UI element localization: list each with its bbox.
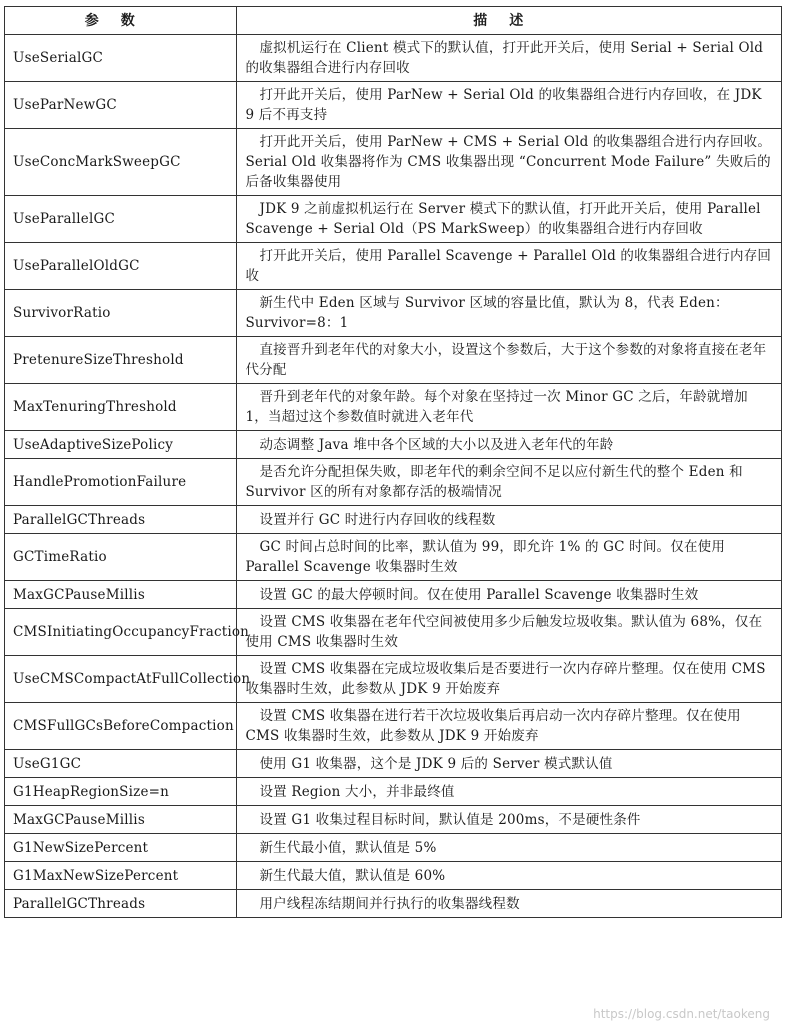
param-cell: UseG1GC (5, 750, 237, 778)
param-cell: SurvivorRatio (5, 290, 237, 337)
desc-cell: 动态调整 Java 堆中各个区域的大小以及进入老年代的年龄 (237, 431, 782, 459)
table-row (5, 581, 782, 609)
desc-cell: 新生代最大值，默认值是 60% (237, 862, 782, 890)
desc-cell: 设置 Region 大小，并非最终值 (237, 778, 782, 806)
table-row (5, 290, 782, 337)
header-param: 参数 (5, 7, 237, 35)
table-row (5, 337, 782, 384)
desc-cell: 设置 GC 的最大停顿时间。仅在使用 Parallel Scavenge 收集器时生效 (237, 581, 782, 609)
table-row (5, 534, 782, 581)
desc-cell: 用户线程冻结期间并行执行的收集器线程数 (237, 890, 782, 918)
desc-cell: 设置并行 GC 时进行内存回收的线程数 (237, 506, 782, 534)
param-cell: UseParallelOldGC (5, 243, 237, 290)
param-cell: CMSFullGCsBeforeCompaction (5, 703, 237, 750)
gc-parameters-table (4, 6, 782, 918)
table-row (5, 243, 782, 290)
table-row (5, 806, 782, 834)
param-cell: UseParallelGC (5, 196, 237, 243)
param-cell: GCTimeRatio (5, 534, 237, 581)
param-cell: UseParNewGC (5, 82, 237, 129)
desc-cell: 设置 G1 收集过程目标时间，默认值是 200ms，不是硬性条件 (237, 806, 782, 834)
param-cell: MaxGCPauseMillis (5, 581, 237, 609)
desc-cell: 虚拟机运行在 Client 模式下的默认值，打开此开关后，使用 Serial + Serial Old 的收集器组合进行内存回收 (237, 35, 782, 82)
desc-cell: 直接晋升到老年代的对象大小，设置这个参数后，大于这个参数的对象将直接在老年代分配 (237, 337, 782, 384)
desc-cell: JDK 9 之前虚拟机运行在 Server 模式下的默认值，打开此开关后，使用 Parallel Scavenge + Serial Old（PS MarkSweep）的收集器组合进行内存回收 (237, 196, 782, 243)
table-row (5, 196, 782, 243)
param-cell: CMSInitiatingOccupancyFraction (5, 609, 237, 656)
param-cell: PretenureSizeThreshold (5, 337, 237, 384)
desc-cell: 打开此开关后，使用 ParNew + Serial Old 的收集器组合进行内存回收，在 JDK 9 后不再支持 (237, 82, 782, 129)
table-row (5, 750, 782, 778)
param-cell: MaxTenuringThreshold (5, 384, 237, 431)
param-cell: G1MaxNewSizePercent (5, 862, 237, 890)
table-row (5, 703, 782, 750)
desc-cell: 设置 CMS 收集器在老年代空间被使用多少后触发垃圾收集。默认值为 68%，仅在使用 CMS 收集器时生效 (237, 609, 782, 656)
table-row (5, 384, 782, 431)
desc-cell: 新生代最小值，默认值是 5% (237, 834, 782, 862)
param-cell: UseConcMarkSweepGC (5, 129, 237, 196)
table-row (5, 459, 782, 506)
table-row (5, 506, 782, 534)
table-row (5, 82, 782, 129)
param-cell: UseAdaptiveSizePolicy (5, 431, 237, 459)
desc-cell: 打开此开关后，使用 Parallel Scavenge + Parallel Old 的收集器组合进行内存回收 (237, 243, 782, 290)
desc-cell: 新生代中 Eden 区域与 Survivor 区域的容量比值，默认为 8，代表 Eden：Survivor=8：1 (237, 290, 782, 337)
table-row (5, 431, 782, 459)
table-row (5, 862, 782, 890)
param-cell: G1NewSizePercent (5, 834, 237, 862)
table-header-row (5, 7, 782, 35)
table-row (5, 35, 782, 82)
desc-cell: 晋升到老年代的对象年龄。每个对象在坚持过一次 Minor GC 之后，年龄就增加 1，当超过这个参数值时就进入老年代 (237, 384, 782, 431)
desc-cell: GC 时间占总时间的比率，默认值为 99，即允许 1% 的 GC 时间。仅在使用 Parallel Scavenge 收集器时生效 (237, 534, 782, 581)
table-row (5, 778, 782, 806)
desc-cell: 使用 G1 收集器，这个是 JDK 9 后的 Server 模式默认值 (237, 750, 782, 778)
table-row (5, 129, 782, 196)
param-cell: UseCMSCompactAtFullCollection (5, 656, 237, 703)
param-cell: HandlePromotionFailure (5, 459, 237, 506)
param-cell: MaxGCPauseMillis (5, 806, 237, 834)
desc-cell: 是否允许分配担保失败，即老年代的剩余空间不足以应付新生代的整个 Eden 和 Survivor 区的所有对象都存活的极端情况 (237, 459, 782, 506)
table-body (5, 35, 782, 918)
desc-cell: 设置 CMS 收集器在进行若干次垃圾收集后再启动一次内存碎片整理。仅在使用 CMS 收集器时生效，此参数从 JDK 9 开始废弃 (237, 703, 782, 750)
table-row (5, 834, 782, 862)
header-desc: 描述 (237, 7, 782, 35)
desc-cell: 设置 CMS 收集器在完成垃圾收集后是否要进行一次内存碎片整理。仅在使用 CMS 收集器时生效，此参数从 JDK 9 开始废弃 (237, 656, 782, 703)
param-cell: ParallelGCThreads (5, 506, 237, 534)
desc-cell: 打开此开关后，使用 ParNew + CMS + Serial Old 的收集器组合进行内存回收。Serial Old 收集器将作为 CMS 收集器出现 “Concurrent Mode Failure” 失败后的后备收集器使用 (237, 129, 782, 196)
param-cell: UseSerialGC (5, 35, 237, 82)
param-cell: G1HeapRegionSize=n (5, 778, 237, 806)
param-cell: ParallelGCThreads (5, 890, 237, 918)
table-row (5, 656, 782, 703)
table-row (5, 609, 782, 656)
watermark: https://blog.csdn.net/taokeng (593, 1007, 770, 1021)
table-row (5, 890, 782, 918)
